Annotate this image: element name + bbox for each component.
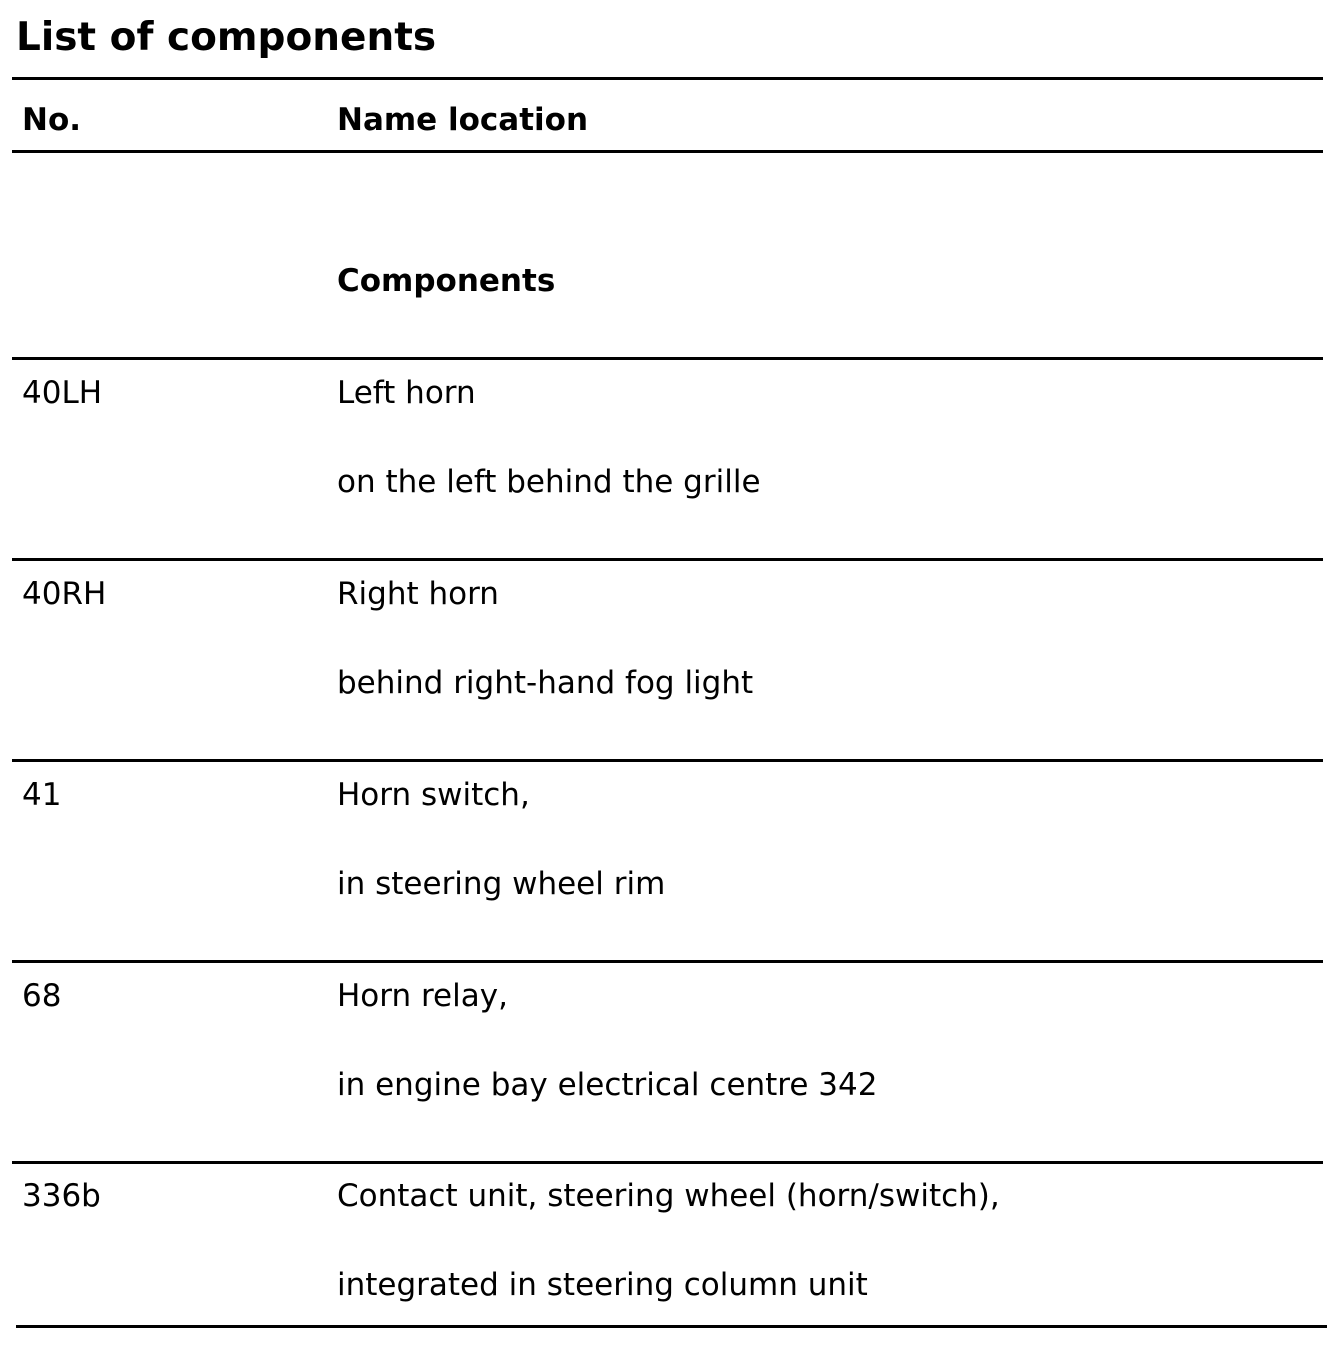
component-location: on the left behind the grille: [337, 464, 761, 500]
page-title: List of components: [16, 15, 437, 60]
row-divider: [12, 1161, 1323, 1164]
component-number: 336b: [22, 1178, 101, 1214]
component-number: 41: [22, 777, 62, 813]
column-header-no: No.: [22, 102, 82, 138]
component-location: behind right-hand fog light: [337, 665, 754, 701]
section-heading: Components: [337, 263, 556, 299]
header-rule: [12, 150, 1323, 153]
component-number: 40RH: [22, 576, 107, 612]
component-number: 68: [22, 978, 62, 1014]
component-number: 40LH: [22, 375, 103, 411]
column-header-name-location: Name location: [337, 102, 589, 138]
component-name: Horn relay,: [337, 978, 508, 1014]
row-divider: [12, 357, 1323, 360]
component-name: Contact unit, steering wheel (horn/switch),: [337, 1178, 1000, 1214]
component-name: Horn switch,: [337, 777, 530, 813]
component-name: Right horn: [337, 576, 499, 612]
row-divider: [12, 960, 1323, 963]
row-divider: [12, 558, 1323, 561]
component-name: Left horn: [337, 375, 476, 411]
component-location: integrated in steering column unit: [337, 1267, 868, 1303]
table-top-rule: [12, 77, 1323, 80]
component-location: in steering wheel rim: [337, 866, 666, 902]
component-location: in engine bay electrical centre 342: [337, 1067, 878, 1103]
table-bottom-rule: [16, 1325, 1327, 1328]
row-divider: [12, 759, 1323, 762]
